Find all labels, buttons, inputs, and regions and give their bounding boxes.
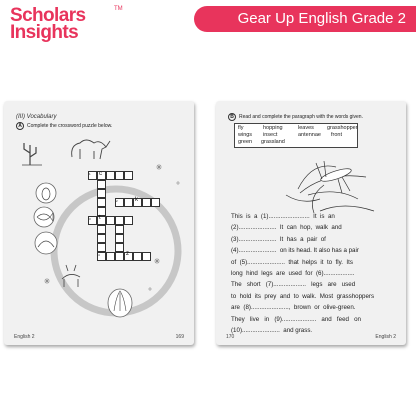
paragraph-line	[231, 224, 395, 231]
crossword-cell[interactable]	[115, 225, 124, 234]
crossword-cell[interactable]	[97, 189, 106, 198]
paragraph-line-text: are (8)......................, brown or olive-green.	[231, 304, 356, 312]
crossword-clue-number: 3	[89, 217, 91, 221]
crossword-cell[interactable]	[106, 216, 115, 225]
paragraph-line-text: They live in (9).................... and feed on	[231, 315, 361, 323]
crossword-cell[interactable]	[97, 243, 106, 252]
crossword-given-letter: k	[135, 197, 138, 203]
page-number: 169	[175, 334, 184, 340]
snowflake-icon	[44, 164, 180, 291]
crossword-cell[interactable]	[115, 252, 124, 261]
word-bank-item: leaves	[298, 125, 314, 131]
crossword-cell[interactable]	[142, 252, 151, 261]
left-book-page	[4, 101, 194, 345]
crossword-cell[interactable]	[133, 252, 142, 261]
paragraph-line-text: The short (7)................... legs are used	[231, 281, 356, 289]
frog-icon	[35, 232, 57, 254]
page-footer-right: English 2	[375, 334, 396, 340]
plant-icon	[108, 289, 132, 317]
paragraph-line	[231, 316, 395, 323]
page-footer-left: English 2	[14, 334, 35, 340]
word-bank-item: wings	[238, 132, 253, 138]
fish-icon	[34, 207, 54, 227]
paragraph-line	[231, 236, 395, 243]
instruction-text: Read and complete the paragraph with the words given.	[239, 114, 363, 120]
crossword-cell[interactable]	[97, 234, 106, 243]
paragraph-line-text: (10)...................... and grass.	[231, 327, 313, 334]
paragraph-line-text: This is a (1)........................ It is an	[231, 213, 335, 220]
paragraph-line-text: to hold its prey and to walk. Most grasshoppers	[231, 292, 375, 300]
crossword-cell[interactable]	[115, 171, 124, 180]
activity-letter: B	[228, 113, 236, 121]
product-title-banner: Gear Up English Grade 2	[194, 6, 416, 32]
crossword-cell[interactable]	[151, 198, 160, 207]
crossword-cell[interactable]	[142, 198, 151, 207]
word-bank-item: fly	[238, 125, 244, 131]
paragraph-line-text: of (5)...................... that helps it to fly. Its	[231, 258, 353, 266]
brand-line-1: Scholars	[10, 5, 86, 26]
crossword-given-letter: t	[99, 215, 101, 221]
paragraph-line-text: long hind legs are used for (6)..................	[231, 270, 355, 277]
instruction-text: Complete the crossword puzzle below.	[27, 123, 113, 129]
paragraph-line	[231, 327, 395, 334]
cactus-icon	[22, 143, 42, 165]
crossword-given-letter: c	[99, 171, 102, 177]
crossword-cell[interactable]	[124, 216, 133, 225]
crossword-cell[interactable]	[115, 216, 124, 225]
crossword-given-letter: z	[126, 251, 129, 257]
camel-icon	[72, 140, 110, 159]
word-bank-item: green	[238, 139, 253, 145]
word-bank-item: hopping	[263, 125, 283, 131]
paragraph-line	[231, 304, 395, 311]
crossword-cell[interactable]	[115, 234, 124, 243]
word-bank-item: antennae	[298, 132, 321, 138]
crossword-cell[interactable]	[106, 171, 115, 180]
crossword-cell[interactable]	[106, 252, 115, 261]
crossword-clue-number: 1	[89, 172, 91, 176]
section-heading: (III) Vocabulary	[16, 114, 57, 120]
brand-logo	[10, 5, 130, 43]
word-bank-item: grasshopper	[327, 125, 358, 131]
activity-letter: A	[16, 122, 24, 130]
brand-line-2: Insights	[10, 22, 79, 43]
paragraph-line-text: (3)...................... It has a pair of	[231, 235, 326, 243]
crossword-clue-number: 4	[98, 253, 100, 257]
paragraph-line	[231, 213, 395, 220]
crossword-cell[interactable]	[115, 243, 124, 252]
owl-icon	[36, 183, 56, 203]
crossword-clue-number: 2	[116, 199, 118, 203]
paragraph-line	[231, 247, 395, 254]
word-bank-item: insect	[263, 132, 278, 138]
paragraph-line-text: (2)...................... It can hop, walk and	[231, 224, 342, 232]
trademark: TM	[114, 6, 123, 12]
crossword-cell[interactable]	[124, 171, 133, 180]
paragraph-line	[231, 281, 395, 288]
page-number: 170	[226, 334, 235, 340]
paragraph-line-text: (4)...................... on its head. It also has a pair	[231, 247, 359, 255]
right-book-page	[216, 101, 406, 345]
paragraph-line	[231, 259, 395, 266]
word-bank-item: front	[331, 132, 343, 138]
word-bank-item: grassland	[261, 139, 285, 145]
crossword-cell[interactable]	[97, 198, 106, 207]
crossword-cell[interactable]	[97, 180, 106, 189]
crossword-cell[interactable]	[97, 225, 106, 234]
crossword-cell[interactable]	[124, 198, 133, 207]
paragraph-line	[231, 293, 395, 300]
paragraph-line	[231, 270, 395, 277]
